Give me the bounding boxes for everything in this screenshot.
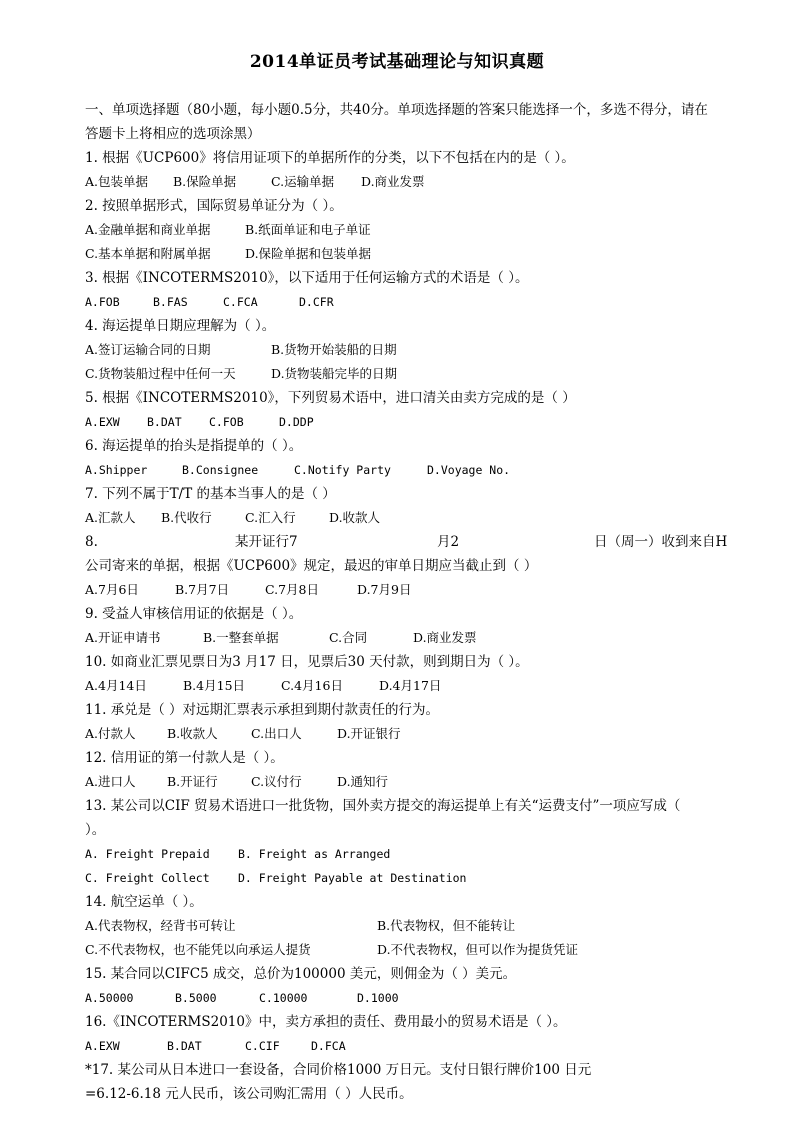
document-title: 2014单证员考试基础理论与知识真题 <box>249 52 545 72</box>
question-5-options <box>85 413 314 431</box>
section-intro-line-2: 答题卡上将相应的选项涂黑） <box>85 126 261 142</box>
question-13-options-row-2 <box>85 869 466 887</box>
option-d: D.FCA <box>311 1039 346 1053</box>
section-intro-line-1: 一、单项选择题（80小题，每小题0.5分，共40分。单项选择题的答案只能选择一个，多选不得分，请在 <box>85 102 708 118</box>
question-17-continuation: =6.12-6.18 元人民币，该公司购汇需用（ ）人民币。 <box>85 1086 413 1102</box>
question-6-options <box>85 461 510 479</box>
question-10: 10. 如商业汇票见票日为3 月17 日，见票后30 天付款，则到期日为（ ）。 <box>85 654 529 670</box>
option-b: B.FAS <box>153 295 188 309</box>
option-a: A.Shipper <box>85 463 148 477</box>
question-6: 6. 海运提单的抬头是指提单的（ ）。 <box>85 438 303 454</box>
question-10-options <box>85 677 441 695</box>
question-8-options <box>85 581 411 599</box>
question-13-continuation: ）。 <box>85 822 106 838</box>
option-a: A.包装单据 <box>85 174 149 189</box>
option-c: C.10000 <box>259 991 308 1005</box>
option-d: D.开证银行 <box>337 726 401 741</box>
question-5: 5. 根据《INCOTERMS2010》，下列贸易术语中，进口清关由卖方完成的是（ ） <box>85 390 576 406</box>
option-d: D.4月17日 <box>379 678 442 693</box>
option-b: B.一整套单据 <box>203 630 279 645</box>
option-c: C.议付行 <box>251 774 302 789</box>
question-3-options <box>85 293 334 311</box>
option-a: A.7月6日 <box>85 582 139 597</box>
question-12: 12. 信用证的第一付款人是（ ）。 <box>85 750 284 766</box>
question-1: 1. 根据《UCP600》将信用证项下的单据所作的分类，以下不包括在内的是（ ）。 <box>85 150 575 166</box>
question-9: 9. 受益人审核信用证的依据是（ ）。 <box>85 606 303 622</box>
option-a: A.FOB <box>85 295 120 309</box>
question-17: *17. 某公司从日本进口一套设备，合同价格1000 万日元。支付日银行牌价100 日元 <box>85 1062 592 1078</box>
question-2-options-row-1 <box>85 221 371 239</box>
option-d: D.商业发票 <box>413 630 477 645</box>
question-3: 3. 根据《INCOTERMS2010》，以下适用于任何运输方式的术语是（ ）。 <box>85 270 529 286</box>
option-c: C.汇入行 <box>245 510 296 525</box>
option-d: D.DDP <box>279 415 314 429</box>
question-13-options-row-1 <box>85 845 390 863</box>
question-8-part-1: 某开证行7 <box>235 534 298 550</box>
option-c: C.7月8日 <box>265 582 319 597</box>
option-a: A.开证申请书 <box>85 630 161 645</box>
option-a: A.4月14日 <box>85 678 147 693</box>
question-8-continuation: 公司寄来的单据，根据《UCP600》规定，最迟的审单日期应当截止到（ ） <box>85 558 538 574</box>
question-11-options <box>85 725 401 743</box>
question-13: 13. 某公司以CIF 贸易术语进口一批货物，国外卖方提交的海运提单上有关“运费支付”一项应写成（ <box>85 798 681 814</box>
option-b: B. Freight as Arranged <box>238 847 391 861</box>
option-c: C.不代表物权，也不能凭以向承运人提货 <box>85 942 311 957</box>
option-b: B.货物开始装船的日期 <box>271 342 397 357</box>
option-a: A.EXW <box>85 1039 120 1053</box>
option-c: C.运输单据 <box>271 174 335 189</box>
question-8-part-2: 月2 <box>437 534 460 550</box>
option-a: A.进口人 <box>85 774 136 789</box>
question-15-options <box>85 989 399 1007</box>
question-4-options-row-2 <box>85 365 397 383</box>
question-16-options <box>85 1037 346 1055</box>
question-4: 4. 海运提单日期应理解为（ ）。 <box>85 318 276 334</box>
question-14-options-row-1 <box>85 917 515 935</box>
question-12-options <box>85 773 388 791</box>
question-8-part-3: 日（周一）收到来自H <box>594 534 728 550</box>
option-a: A.代表物权，经背书可转让 <box>85 918 236 933</box>
question-2: 2. 按照单据形式，国际贸易单证分为（ ）。 <box>85 198 343 214</box>
option-a: A.汇款人 <box>85 510 136 525</box>
option-d: D.通知行 <box>337 774 389 789</box>
option-d: D.商业发票 <box>361 174 425 189</box>
option-b: B.4月15日 <box>183 678 246 693</box>
option-b: B.保险单据 <box>173 174 237 189</box>
option-d: D.保险单据和包装单据 <box>245 246 372 261</box>
option-c: C.CIF <box>245 1039 280 1053</box>
option-b: B.DAT <box>147 415 182 429</box>
option-c: C.出口人 <box>251 726 302 741</box>
option-d: D.1000 <box>357 991 399 1005</box>
option-d: D. Freight Payable at Destination <box>238 871 467 885</box>
option-c: C.FCA <box>223 295 258 309</box>
option-b: B.纸面单证和电子单证 <box>245 222 371 237</box>
question-14: 14. 航空运单（ ）。 <box>85 894 203 910</box>
question-2-options-row-2 <box>85 245 371 263</box>
question-7-options <box>85 509 380 527</box>
question-9-options <box>85 629 477 647</box>
option-d: D.Voyage No. <box>427 463 511 477</box>
option-b: B.Consignee <box>182 463 259 477</box>
option-d: D.货物装船完毕的日期 <box>271 366 398 381</box>
option-a: A. Freight Prepaid <box>85 847 210 861</box>
option-d: D.收款人 <box>329 510 381 525</box>
option-b: B.5000 <box>175 991 217 1005</box>
option-a: A.50000 <box>85 991 134 1005</box>
question-7: 7. 下列不属于T/T 的基本当事人的是（ ） <box>85 486 336 502</box>
option-c: C.4月16日 <box>281 678 343 693</box>
question-15: 15. 某合同以CIFC5 成交，总价为100000 美元，则佣金为（ ）美元。 <box>85 966 517 982</box>
question-16: 16.《INCOTERMS2010》中，卖方承担的责任、费用最小的贸易术语是（ ）。 <box>85 1014 567 1030</box>
option-b: B.代收行 <box>161 510 212 525</box>
option-b: B.代表物权，但不能转让 <box>377 918 516 933</box>
option-d: D.7月9日 <box>357 582 412 597</box>
question-14-options-row-2 <box>85 941 578 959</box>
option-a: A.金融单据和商业单据 <box>85 222 211 237</box>
option-a: A.付款人 <box>85 726 136 741</box>
option-d: D.CFR <box>299 295 334 309</box>
question-1-options <box>85 173 425 191</box>
option-c: C.Notify Party <box>294 463 391 477</box>
question-4-options-row-1 <box>85 341 397 359</box>
option-d: D.不代表物权，但可以作为提货凭证 <box>377 942 579 957</box>
option-c: C.货物装船过程中任何一天 <box>85 366 236 381</box>
question-8-number: 8. <box>85 534 98 550</box>
option-b: B.收款人 <box>167 726 218 741</box>
option-c: C. Freight Collect <box>85 871 210 885</box>
option-b: B.7月7日 <box>175 582 230 597</box>
option-c: C.FOB <box>209 415 244 429</box>
option-b: B.开证行 <box>167 774 218 789</box>
option-a: A.EXW <box>85 415 120 429</box>
option-c: C.基本单据和附属单据 <box>85 246 211 261</box>
option-a: A.签订运输合同的日期 <box>85 342 211 357</box>
option-c: C.合同 <box>329 630 368 645</box>
question-11: 11. 承兑是（ ）对远期汇票表示承担到期付款责任的行为。 <box>85 702 440 718</box>
option-b: B.DAT <box>167 1039 202 1053</box>
